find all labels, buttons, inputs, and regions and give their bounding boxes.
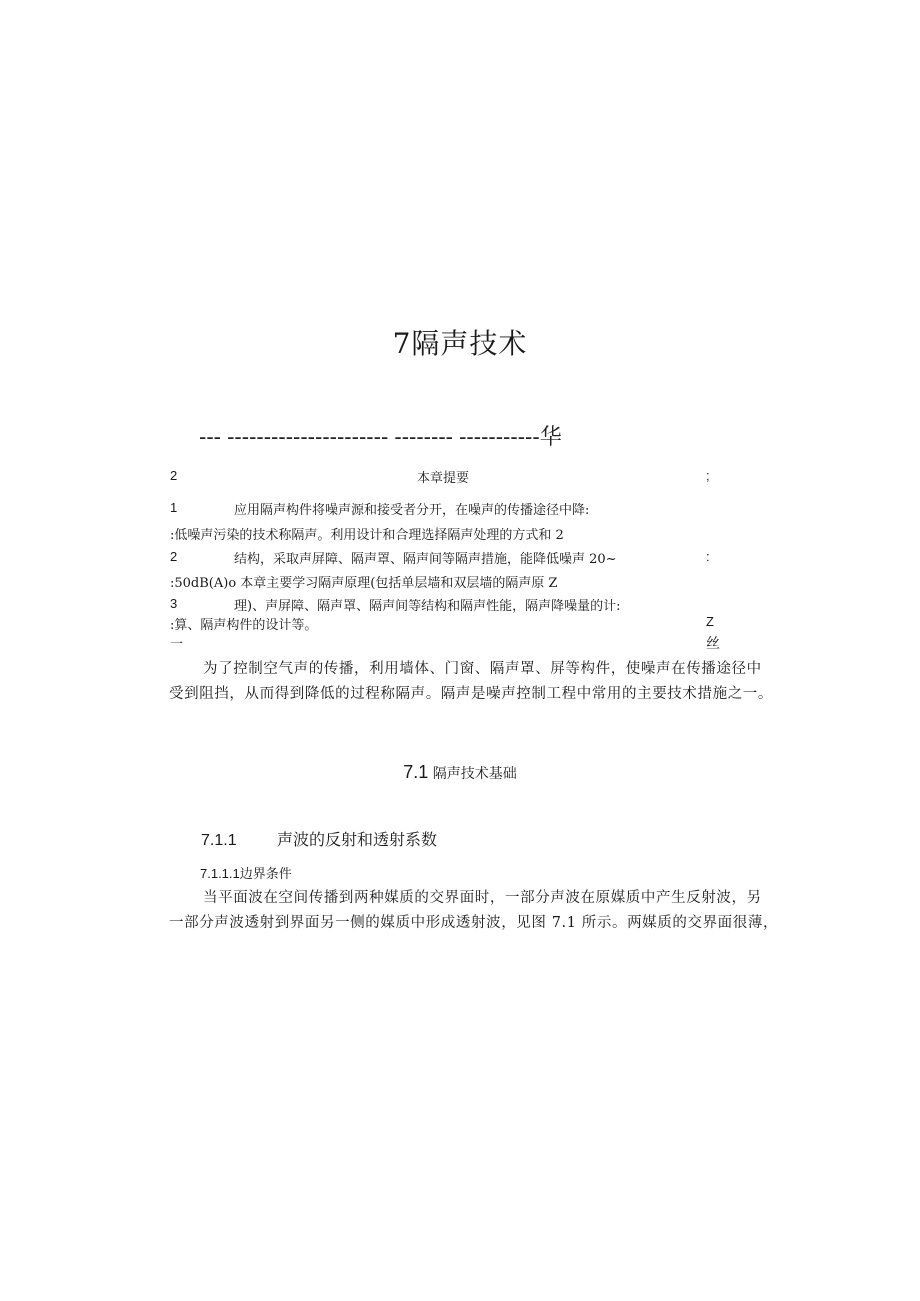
subsubsection-title: 边界条件 (239, 867, 292, 882)
summary-line: 理)、声屏障、隔声罩、隔声间等结构和隔声性能，隔声降噪量的计: (234, 599, 621, 614)
summary-left-mark: 2 (170, 468, 178, 483)
summary-line: :低噪声污染的技术称隔声。利用设计和合理选择隔声处理的方式和 2 (170, 528, 564, 543)
subsubsection-heading (200, 863, 292, 882)
intro-line: 为了控制空气声的传播，利用墙体、门窗、隔声罩、屏等构件，使噪声在传播途径中 (203, 661, 762, 677)
summary-left-mark: 1 (170, 500, 178, 515)
summary-right-mark: ; (706, 468, 710, 483)
paragraph-line: 当平面波在空间传播到两种媒质的交界面时，一部分声波在原媒质中产生反射波，另 (203, 890, 762, 906)
dashed-rule (199, 420, 562, 451)
chapter-title: 7隔声技术 (392, 327, 528, 360)
summary-line: :算、隔声构件的设计等。 (170, 618, 318, 633)
section-number: 7.1 (403, 762, 429, 782)
summary-line: 应用隔声构件将噪声源和接受者分开，在噪声的传播途径中降: (234, 503, 590, 518)
subsection-heading (201, 827, 437, 850)
section-heading (0, 762, 920, 783)
summary-right-mark: Z (706, 614, 714, 629)
summary-right-mark: : (706, 549, 710, 564)
summary-line: :50dB(A)o 本章主要学习隔声原理(包括单层墙和双层墙的隔声原 Z (170, 576, 558, 591)
section-title: 隔声技术基础 (432, 766, 517, 782)
summary-right-mark: 丝 (706, 636, 720, 652)
subsubsection-number: 7.1.1.1 (200, 866, 240, 881)
dashed-rule-end-char: 华 (539, 424, 562, 449)
summary-heading: 本章提要 (416, 471, 469, 486)
intro-line: 受到阻挡，从而得到降低的过程称隔声。隔声是噪声控制工程中常用的主要技术措施之一。 (169, 686, 773, 702)
subsection-number: 7.1.1 (201, 832, 237, 849)
subsection-title: 声波的反射和透射系数 (277, 830, 438, 849)
summary-bottom-left-mark: 一 (170, 637, 184, 652)
dashed-rule-dashes: --- ---------------------- -------- ----------- (199, 424, 540, 449)
summary-line: 结构，采取声屏障、隔声罩、隔声间等隔声措施，能降低噪声 20~ (234, 552, 617, 567)
paragraph-line: 一部分声波透射到界面另一侧的媒质中形成透射波，见图 7.1 所示。两媒质的交界面很薄， (169, 915, 779, 931)
summary-left-mark: 3 (170, 596, 178, 611)
summary-left-mark: 2 (170, 549, 178, 564)
